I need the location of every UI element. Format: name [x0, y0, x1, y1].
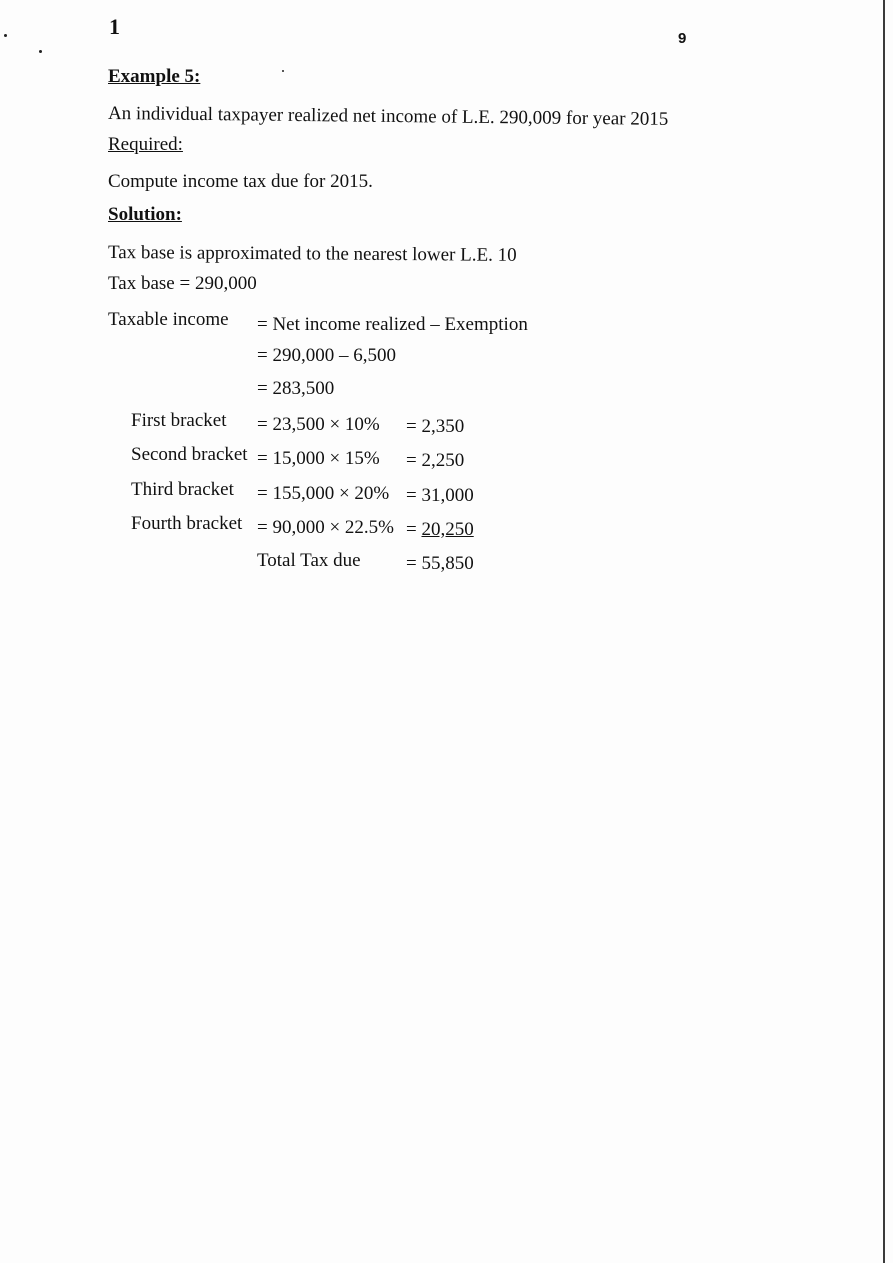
- bracket-label: Fourth bracket: [131, 513, 243, 534]
- scan-speck: [39, 50, 42, 53]
- bracket-formula: = 155,000 × 20%: [257, 483, 390, 504]
- scan-speck: [282, 70, 284, 72]
- bracket-result-prefix: =: [406, 519, 422, 540]
- example-heading: Example 5:: [108, 66, 201, 87]
- problem-statement: An individual taxpayer realized net income of L.E. 290,009 for year 2015: [107, 103, 669, 130]
- bracket-formula: = 90,000 × 22.5%: [257, 517, 395, 538]
- scan-speck: [4, 34, 7, 37]
- bracket-label: Third bracket: [131, 479, 234, 500]
- page-number: 9: [678, 30, 687, 47]
- taxable-income-line: = Net income realized – Exemption: [257, 314, 528, 335]
- bracket-formula: = 23,500 × 10%: [257, 414, 380, 435]
- taxable-income-label: Taxable income: [108, 309, 229, 330]
- solution-heading: Solution:: [108, 204, 182, 225]
- bracket-result: = 31,000: [406, 485, 474, 506]
- scan-edge-line: [883, 0, 885, 1263]
- bracket-label: Second bracket: [131, 444, 248, 465]
- approximation-note: Tax base is approximated to the nearest lower L.E. 10: [107, 242, 517, 266]
- bracket-result: = 2,250: [406, 450, 465, 471]
- tax-base-line: Tax base = 290,000: [108, 273, 257, 294]
- taxable-income-line: = 283,500: [257, 378, 335, 399]
- taxable-income-line: = 290,000 – 6,500: [257, 345, 396, 366]
- total-tax-result: = 55,850: [406, 553, 474, 574]
- bracket-result: [406, 519, 474, 541]
- total-tax-label: Total Tax due: [257, 550, 361, 571]
- required-heading: Required:: [108, 134, 183, 155]
- required-text: Compute income tax due for 2015.: [108, 171, 373, 192]
- bracket-label: First bracket: [131, 410, 227, 431]
- chapter-number: 1: [109, 14, 120, 39]
- bracket-formula: = 15,000 × 15%: [257, 448, 380, 469]
- bracket-result-value: 20,250: [421, 519, 474, 540]
- bracket-result: = 2,350: [406, 416, 465, 437]
